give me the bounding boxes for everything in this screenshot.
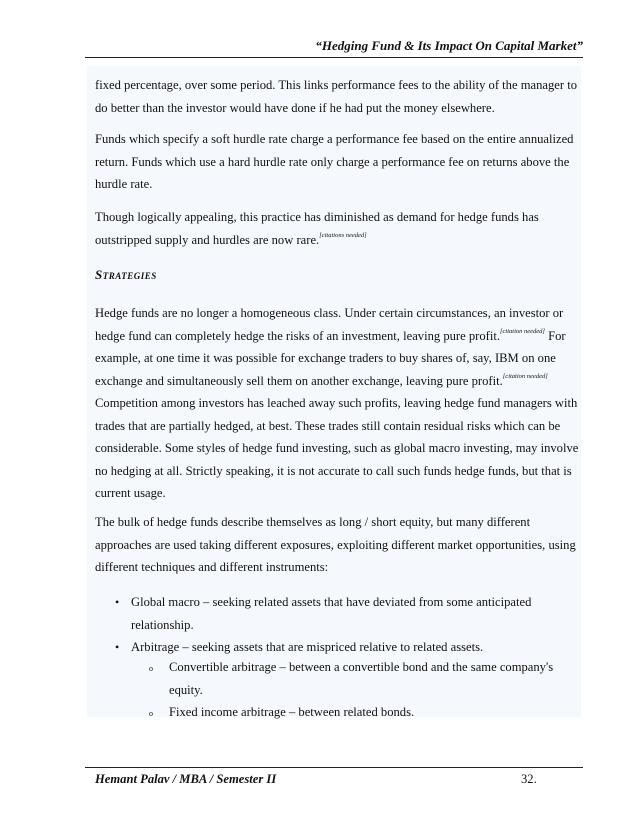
running-header-title: “Hedging Fund & Its Impact On Capital Market” (315, 38, 583, 53)
citation-note: [citation needed] (502, 372, 548, 380)
footer-author: Hemant Palav / MBA / Semester II (95, 772, 277, 786)
sub-bullet-fixed-income-arbitrage: Fixed income arbitrage – between related bonds. (169, 705, 415, 719)
section-heading-strategies: Strategies (95, 267, 157, 282)
bullet-dot-icon: • (115, 595, 120, 609)
citation-note: [citations needed] (319, 231, 367, 239)
page-number: 32. (521, 772, 537, 786)
paragraph-hurdle-rate: Funds which specify a soft hurdle rate charge a performance fee based on the entire annualized return. Funds which use a hard hurdle rate only charge a performance fee on returns above the hurdle rate. (95, 132, 574, 191)
bullet-dot-icon: • (115, 640, 120, 654)
header-rule (85, 57, 583, 58)
paragraph-hedge-fund-approaches: The bulk of hedge funds describe themselves as long / short equity, but many different approaches are used taking different exposures, exploiting different market opportunities, using different techniques and different instruments: (95, 515, 576, 574)
paragraph-performance-fees: fixed percentage, over some period. This links performance fees to the ability of the manager to do better than the investor would have done if he had put the money elsewhere. (95, 78, 578, 115)
sub-bullet-convertible-arbitrage: Convertible arbitrage – between a convertible bond and the same company's equity. (169, 660, 554, 697)
sub-bullet-circle-icon: o (149, 664, 153, 673)
bullet-item-global-macro: Global macro – seeking related assets that have deviated from some anticipated relationship. (131, 595, 532, 632)
paragraph-hurdles-rare: Though logically appealing, this practice has diminished as demand for hedge funds has outstripped supply and hurdles are now rare.[citations needed] (95, 210, 539, 247)
bullet-item-arbitrage: Arbitrage – seeking assets that are mispriced relative to related assets. (131, 640, 484, 654)
citation-note: [citation needed] (499, 327, 545, 335)
paragraph-strategies-intro: Hedge funds are no longer a homogeneous class. Under certain circumstances, an investor or hedge fund can completely hedge the risks of an investment, leaving pure profit.[citation needed] For example, at one time it was possible for exchange traders to buy shares of, say, IBM on one exchange and simultaneously sell them on another exchange, leaving pure profit.[citation needed] Competition among investors has leached away such profits, leaving hedge fund managers with trades that are partially hedged, at best. These trades still contain residual risks which can be considerable. Some styles of hedge fund investing, such as global macro investing, may involve no hedging at all. Strictly speaking, it is not accurate to call such funds hedge funds, but that is current usage. (95, 306, 579, 500)
footer-rule (85, 767, 583, 768)
sub-bullet-circle-icon: o (149, 709, 153, 718)
